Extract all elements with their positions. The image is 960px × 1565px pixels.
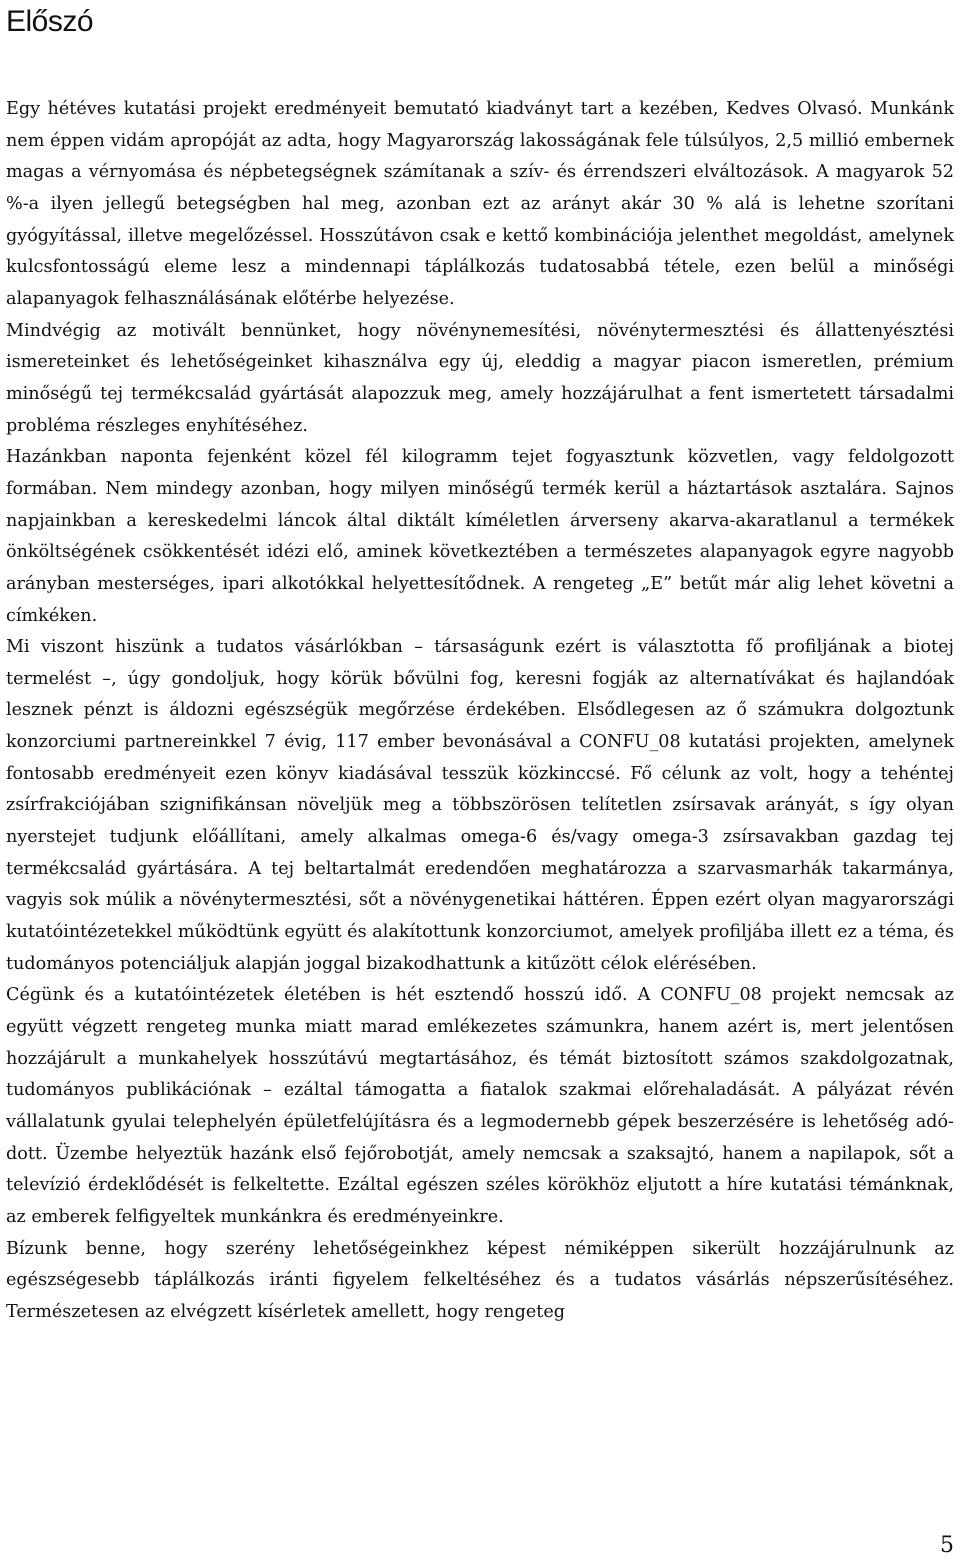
paragraph-conclusion: Bízunk benne, hogy szerény lehetőségeinkhez képest némiképpen sikerült hozzájárulnunk az egészségesebb táplálkozás iránti figyelem felkeltéséhez és a tudatos vásárlás népszerűsítéséhez. Természetesen az elvégzett kísérletek amellett, hogy rengeteg (6, 1238, 954, 1322)
paragraph-conscious-buyers: Mi viszont hiszünk a tudatos vásárlókban – társaságunk ezért is választotta fő profiljának a biotej termelést –, úgy gondoljuk, hogy körük bővülni fog, keresni fogják az alternatívákat és hajlandóak lesznek pénzt is áldozni egészségük megőrzése érdekében. Elsődlegesen az ő számukra dolgoztunk konzorciumi partnereinkkel 7 évig, 117 ember bevonásával a CONFU_08 kutatási projekten, amelynek fontosabb eredményeit ezen könyv kiadásával tesszük közkinccsé. Fő célunk az volt, hogy a tehéntej zsírfrakciójában szignifikánsan növeljük meg a többszörösen telítetlen zsírsavak arányát, s így olyan nyerstejet tudjunk előállítani, amely alkalmas omega-6 és/vagy omega-3 zsírsavakban gazdag tej termékcsalád gyártására. A tej beltartalmát eredendően meghatározza a szarvasmarhák takarmánya, vagyis sok múlik a növénytermesztési, sőt a növénygenetikai háttéren. Éppen ezért olyan magyarországi kutatóintézetekkel működtünk együtt és alakítottunk konzorciumot, amelyek profiljába illett ez a téma, és tudományos potenciáljuk alapján joggal bizakodhattunk a kitűzött célok elérésében. (6, 637, 954, 974)
page-title: Előszó (6, 5, 94, 38)
paragraph-intro: Egy hétéves kutatási projekt eredményeit bemutató kiadványt tart a kezében, Kedves Olvasó. Munkánk nem éppen vidám apropóját az adta, hogy Magyarország lakosságának fele túlsúlyos, 2,5 millió embernek magas a vérnyomása és népbetegségnek számítanak a szív- és érrendszeri elváltozások. A magyarok 52 %-a ilyen jellegű betegségben hal meg, azonban ezt az arányt akár 30 % alá is lehetne szorítani gyógyítással, illetve megelőzéssel. Hosszútávon csak e kettő kombinációja jelenthet megoldást, amelynek kulcsfontosságú eleme lesz a mindennapi táplálkozás tudatosabbá tétele, ezen belül a minőségi alapanyagok felhasználásának előtérbe helyezése. (6, 99, 954, 309)
page-number: 5 (940, 1533, 954, 1558)
paragraph-motivation: Mindvégig az motivált bennünket, hogy növénynemesítési, növénytermesztési és állattenyésztési ismereteinket és lehetőségeinket kihasználva egy új, eleddig a magyar piacon ismeretlen, prémium minőségű tej termékcsalád gyártását alapozzuk meg, amely hozzájárulhat a fent ismertetett társadalmi probléma részleges enyhítéséhez. (6, 320, 954, 436)
paragraph-project-impact: Cégünk és a kutatóintézetek életében is hét esztendő hosszú idő. A CONFU_08 projekt nemcsak az együtt végzett rengeteg munka miatt marad emlékezetes számunkra, hanem azért is, mert jelentősen hozzájárult a munkahelyek hosszútávú megtartásához, és témát biztosított számos szakdolgozatnak, tudományos publikációnak – ezáltal támogatta a fiatalok szakmai előrehaladását. A pályázat révén vállalatunk gyulai telephelyén épületfelújításra és a legmodernebb gépek beszerzésére is lehetőség adódott. Üzembe helyeztük hazánk első fejőrobotját, amely nemcsak a szaksajtó, hanem a napilapok, sőt a televízió érdeklődését is felkeltette. Ezáltal egészen széles körökhöz eljutott a híre kutatási témánknak, az emberek felfigyeltek munkánkra és eredményeinkre. (6, 985, 954, 1227)
paragraph-milk-consumption: Hazánkban naponta fejenként közel fél kilogramm tejet fogyasztunk közvetlen, vagy feldolgozott formában. Nem mindegy azonban, hogy milyen minőségű termék kerül a háztartások asztalára. Sajnos napjainkban a kereskedelmi láncok által diktált kíméletlen árverseny akarva-akaratlanul a termékek önköltségének csökkentését idézi elő, aminek következtében a természetes alapanyagok egyre nagyobb arányban mesterséges, ipari alkotókkal helyettesítődnek. A rengeteg „E” betűt már alig lehet követni a címkéken. (6, 447, 954, 626)
body-text (6, 94, 954, 1329)
